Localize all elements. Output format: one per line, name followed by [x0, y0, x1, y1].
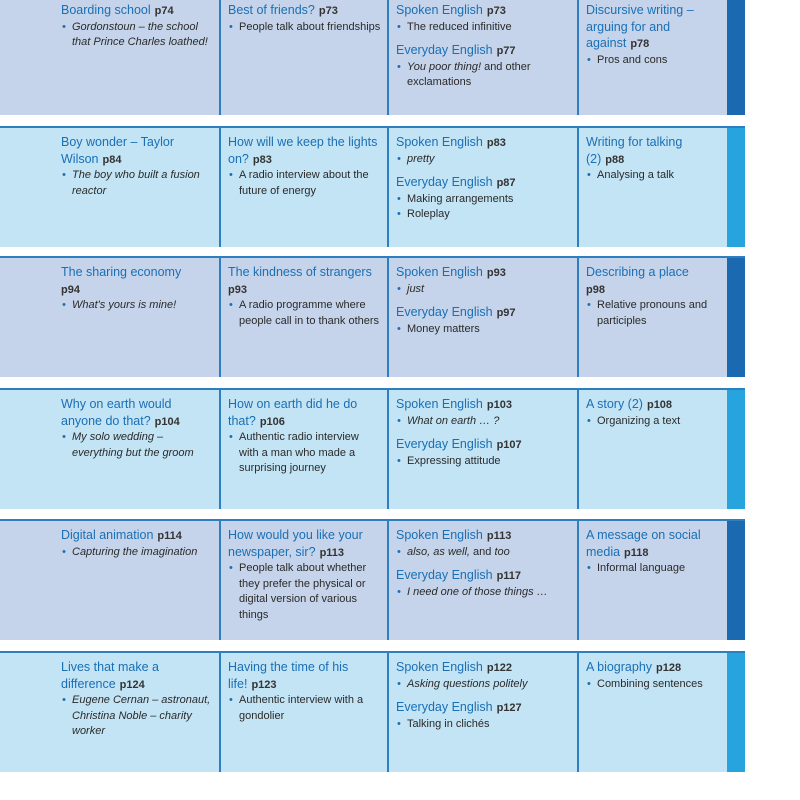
reading-cell	[0, 390, 221, 509]
reading-title: Boarding school p74	[61, 3, 174, 17]
listening-bullet: • A radio interview about the future of energy	[228, 168, 381, 199]
writing-cell	[579, 653, 727, 772]
reading-cell	[0, 521, 221, 640]
listening-cell	[221, 653, 389, 772]
writing-cell	[579, 0, 727, 115]
reading-bullet: • Capturing the imagination	[61, 545, 213, 561]
writing-bullet: • Informal language	[586, 561, 721, 577]
listening-title: How on earth did he do that? p106	[228, 397, 358, 428]
reading-bullet: • The boy who built a fusion reactor	[61, 168, 213, 199]
listening-cell	[221, 0, 389, 115]
reading-title: Why on earth would anyone do that? p104	[61, 397, 180, 428]
english-cell	[389, 653, 579, 772]
spoken-english-bullet: • What on earth … ?	[396, 414, 571, 430]
reading-bullet: • Gordonstoun – the school that Prince Charles loathed!	[61, 20, 213, 51]
unit-color-strip	[727, 0, 745, 115]
writing-title: A story (2) p108	[586, 397, 673, 411]
listening-title: Having the time of his life! p123	[228, 660, 349, 691]
spoken-english-title: Spoken English p83	[396, 135, 506, 149]
reading-cell	[0, 0, 221, 115]
spoken-english-bullet: • The reduced infinitive	[396, 20, 571, 36]
english-cell	[389, 0, 579, 115]
writing-bullet: • Organizing a text	[586, 414, 721, 430]
unit-row-2	[0, 126, 745, 247]
writing-cell	[579, 258, 727, 377]
writing-bullet: • Pros and cons	[586, 53, 721, 69]
everyday-english-bullet: • Money matters	[396, 322, 571, 338]
everyday-english-bullet: • Expressing attitude	[396, 454, 571, 470]
everyday-english-bullet: • Making arrangements	[396, 192, 571, 208]
writing-title: Discursive writing – arguing for and against p78	[586, 3, 694, 50]
everyday-english-bullet: • You poor thing! and other exclamations	[396, 60, 571, 91]
writing-bullet: • Relative pronouns and participles	[586, 298, 721, 329]
listening-bullet: • People talk about friendships	[228, 20, 381, 36]
everyday-english-title: Everyday English p97	[396, 305, 516, 319]
listening-bullet: • People talk about whether they prefer the physical or digital version of various things	[228, 561, 381, 623]
listening-title: How would you like your newspaper, sir? p113	[228, 528, 363, 559]
reading-cell	[0, 258, 221, 377]
unit-row-3	[0, 256, 745, 377]
everyday-english-title: Everyday English p127	[396, 700, 522, 714]
writing-title: A biography p128	[586, 660, 682, 674]
reading-cell	[0, 128, 221, 247]
everyday-english-bullet: • Roleplay	[396, 207, 571, 223]
writing-cell	[579, 128, 727, 247]
unit-color-strip	[727, 390, 745, 509]
reading-cell	[0, 653, 221, 772]
unit-color-strip	[727, 258, 745, 377]
listening-cell	[221, 258, 389, 377]
spoken-english-bullet: • Asking questions politely	[396, 677, 571, 693]
reading-title: Digital animation p114	[61, 528, 182, 542]
spoken-english-title: Spoken English p73	[396, 3, 506, 17]
unit-row-1	[0, 0, 745, 115]
listening-cell	[221, 128, 389, 247]
spoken-english-title: Spoken English p113	[396, 528, 512, 542]
reading-title: Boy wonder – Taylor Wilson p84	[61, 135, 175, 166]
english-cell	[389, 521, 579, 640]
listening-title: Best of friends? p73	[228, 3, 338, 17]
writing-bullet: • Analysing a talk	[586, 168, 721, 184]
listening-title: The kindness of strangers p93	[228, 265, 372, 296]
spoken-english-bullet: • pretty	[396, 152, 571, 168]
listening-cell	[221, 521, 389, 640]
listening-bullet: • A radio programme where people call in to thank others	[228, 298, 381, 329]
listening-title: How will we keep the lights on? p83	[228, 135, 378, 166]
english-cell	[389, 128, 579, 247]
everyday-english-title: Everyday English p117	[396, 568, 522, 582]
everyday-english-title: Everyday English p87	[396, 175, 516, 189]
writing-cell	[579, 521, 727, 640]
unit-row-6	[0, 651, 745, 772]
writing-cell	[579, 390, 727, 509]
spoken-english-title: Spoken English p122	[396, 660, 512, 674]
unit-color-strip	[727, 653, 745, 772]
everyday-english-title: Everyday English p107	[396, 437, 522, 451]
spoken-english-bullet: • also, as well, and too	[396, 545, 571, 561]
writing-title: Describing a place p98	[586, 265, 689, 296]
english-cell	[389, 258, 579, 377]
reading-title: Lives that make a difference p124	[61, 660, 159, 691]
everyday-english-bullet: • Talking in clichés	[396, 717, 571, 733]
everyday-english-title: Everyday English p77	[396, 43, 516, 57]
spoken-english-bullet: • just	[396, 282, 571, 298]
english-cell	[389, 390, 579, 509]
reading-title: The sharing economy p94	[61, 265, 182, 296]
reading-bullet: • What's yours is mine!	[61, 298, 213, 314]
listening-cell	[221, 390, 389, 509]
unit-row-5	[0, 519, 745, 640]
listening-bullet: • Authentic radio interview with a man who made a surprising journey	[228, 430, 381, 477]
writing-bullet: • Combining sentences	[586, 677, 721, 693]
spoken-english-title: Spoken English p103	[396, 397, 512, 411]
unit-color-strip	[727, 521, 745, 640]
reading-bullet: • Eugene Cernan – astronaut, Christina Noble – charity worker	[61, 693, 213, 740]
unit-color-strip	[727, 128, 745, 247]
listening-bullet: • Authentic interview with a gondolier	[228, 693, 381, 724]
writing-title: Writing for talking (2) p88	[586, 135, 683, 166]
spoken-english-title: Spoken English p93	[396, 265, 506, 279]
everyday-english-bullet: • I need one of those things …	[396, 585, 571, 601]
reading-bullet: • My solo wedding – everything but the groom	[61, 430, 213, 461]
writing-title: A message on social media p118	[586, 528, 701, 559]
unit-row-4	[0, 388, 745, 509]
